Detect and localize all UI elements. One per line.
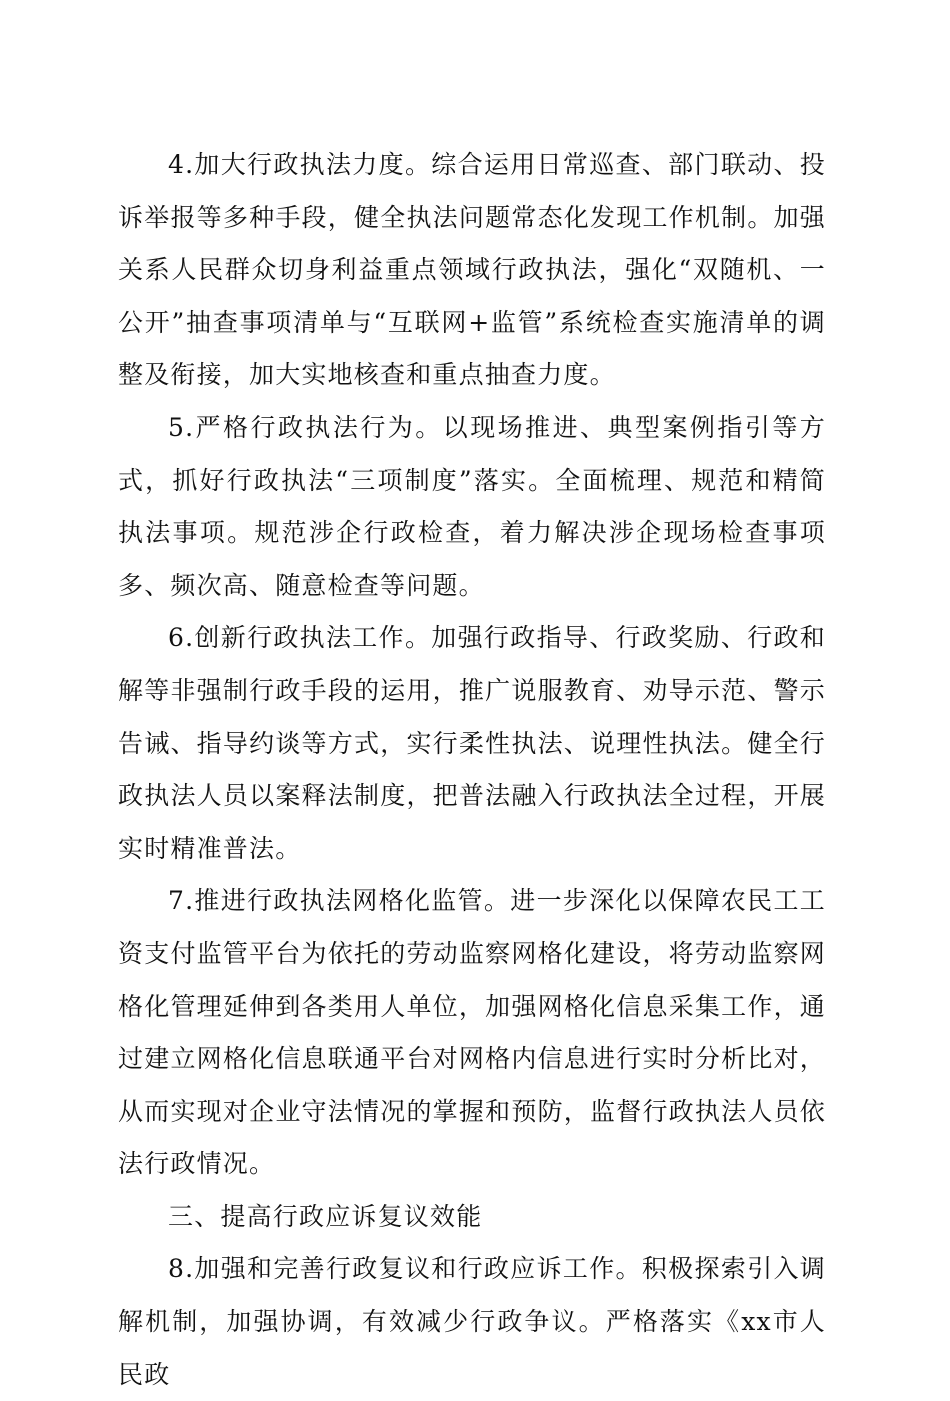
- document-body: [118, 139, 826, 1401]
- section-heading-3: 三、提高行政应诉复议效能: [168, 1201, 483, 1231]
- paragraph-item-7: 7.推进行政执法网格化监管。进一步深化以保障农民工工资支付监管平台为依托的劳动监察网格化建设，将劳动监察网格化管理延伸到各类用人单位，加强网格化信息采集工作，通过建立网格化信息联通平台对网格内信息进行实时分析比对，从而实现对企业守法情况的掌握和预防，监督行政执法人员依法行政情况。: [118, 886, 826, 1179]
- paragraph-item-8: 8.加强和完善行政复议和行政应诉工作。积极探索引入调解机制，加强协调，有效减少行政争议。严格落实《xx市人民政: [118, 1254, 826, 1389]
- paragraph-item-6: 6.创新行政执法工作。加强行政指导、行政奖励、行政和解等非强制行政手段的运用，推广说服教育、劝导示范、警示告诫、指导约谈等方式，实行柔性执法、说理性执法。健全行政执法人员以案释法制度，把普法融入行政执法全过程，开展实时精准普法。: [118, 623, 826, 863]
- paragraph-item-4: 4.加大行政执法力度。综合运用日常巡查、部门联动、投诉举报等多种手段，健全执法问题常态化发现工作机制。加强关系人民群众切身利益重点领域行政执法，强化“双随机、一公开”抽查事项清单与“互联网+监管”系统检查实施清单的调整及衔接，加大实地核查和重点抽查力度。: [118, 150, 826, 390]
- paragraph-item-5: 5.严格行政执法行为。以现场推进、典型案例指引等方式，抓好行政执法“三项制度”落实。全面梳理、规范和精简执法事项。规范涉企行政检查，着力解决涉企现场检查事项多、频次高、随意检查等问题。: [118, 412, 826, 600]
